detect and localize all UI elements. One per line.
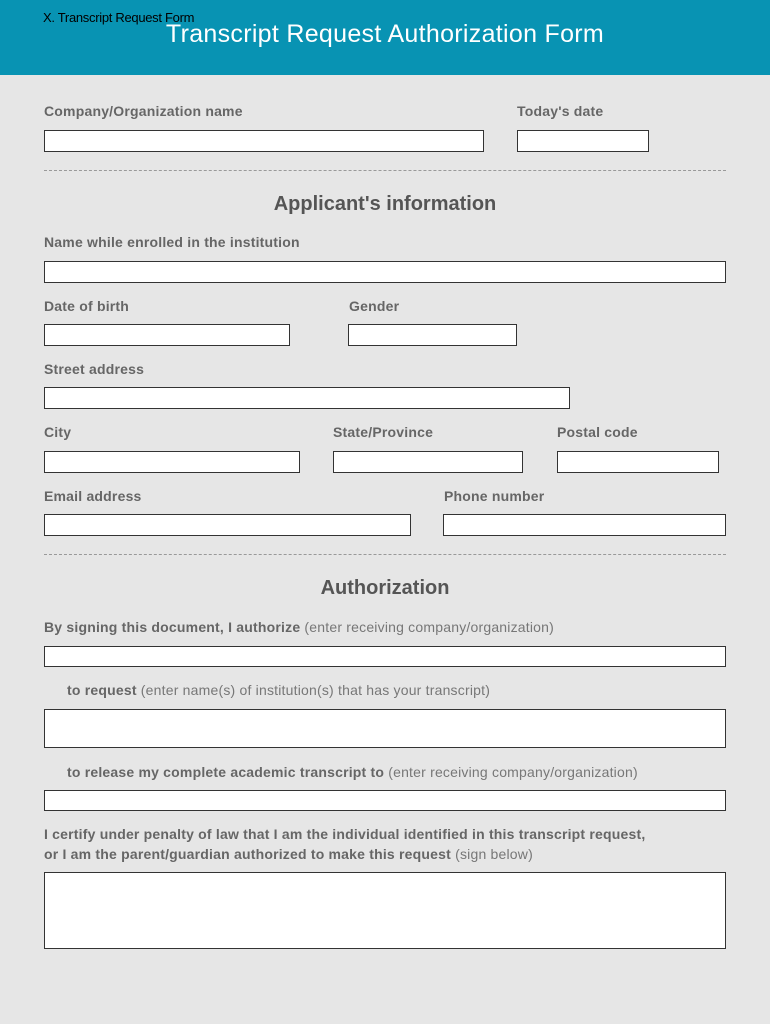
page-title: Transcript Request Authorization Form xyxy=(165,20,605,48)
certify-line-1: I certify under penalty of law that I am the individual identified in this transcript request, xyxy=(44,826,646,842)
enrolled-name-label: Name while enrolled in the institution xyxy=(44,234,300,250)
dob-label: Date of birth xyxy=(44,298,130,314)
enrolled-name-field[interactable] xyxy=(44,261,726,283)
dob-field[interactable] xyxy=(44,324,290,346)
gender-field[interactable] xyxy=(348,324,517,346)
authorize-text: By signing this document, I authorize xyxy=(44,619,301,635)
divider xyxy=(44,554,726,555)
street-field[interactable] xyxy=(44,387,570,409)
release-text: to release my complete academic transcript to xyxy=(67,764,385,780)
certify-line-2 xyxy=(44,846,533,862)
company-name-label: Company/Organization name xyxy=(44,103,243,119)
applicant-heading: Applicant's information xyxy=(273,193,497,215)
tab-label: X. Transcript Request Form xyxy=(43,10,195,25)
request-text: to request xyxy=(67,682,137,698)
postal-label: Postal code xyxy=(557,424,638,440)
request-hint: (enter name(s) of institution(s) that has your transcript) xyxy=(140,682,491,698)
header-bar xyxy=(0,0,770,75)
todays-date-field[interactable] xyxy=(517,130,649,152)
company-name-field[interactable] xyxy=(44,130,484,152)
certify-text: or I am the parent/guardian authorized to make this request xyxy=(44,846,451,862)
authorize-company-field[interactable] xyxy=(44,646,726,667)
release-company-field[interactable] xyxy=(44,790,726,811)
authorize-hint: (enter receiving company/organization) xyxy=(304,619,555,635)
gender-label: Gender xyxy=(349,298,400,314)
state-label: State/Province xyxy=(333,424,434,440)
todays-date-label: Today's date xyxy=(517,103,604,119)
signature-field[interactable] xyxy=(44,872,726,949)
request-label xyxy=(67,682,490,698)
email-label: Email address xyxy=(44,488,142,504)
postal-field[interactable] xyxy=(557,451,719,473)
certify-hint: (sign below) xyxy=(455,846,533,862)
state-field[interactable] xyxy=(333,451,523,473)
divider xyxy=(44,170,726,171)
institutions-field[interactable] xyxy=(44,709,726,748)
phone-label: Phone number xyxy=(444,488,545,504)
city-label: City xyxy=(44,424,72,440)
authorize-label xyxy=(44,619,554,635)
email-field[interactable] xyxy=(44,514,411,536)
street-label: Street address xyxy=(44,361,145,377)
release-hint: (enter receiving company/organization) xyxy=(388,764,638,780)
city-field[interactable] xyxy=(44,451,300,473)
phone-field[interactable] xyxy=(443,514,726,536)
authorization-heading: Authorization xyxy=(320,577,450,599)
release-label xyxy=(67,764,638,780)
